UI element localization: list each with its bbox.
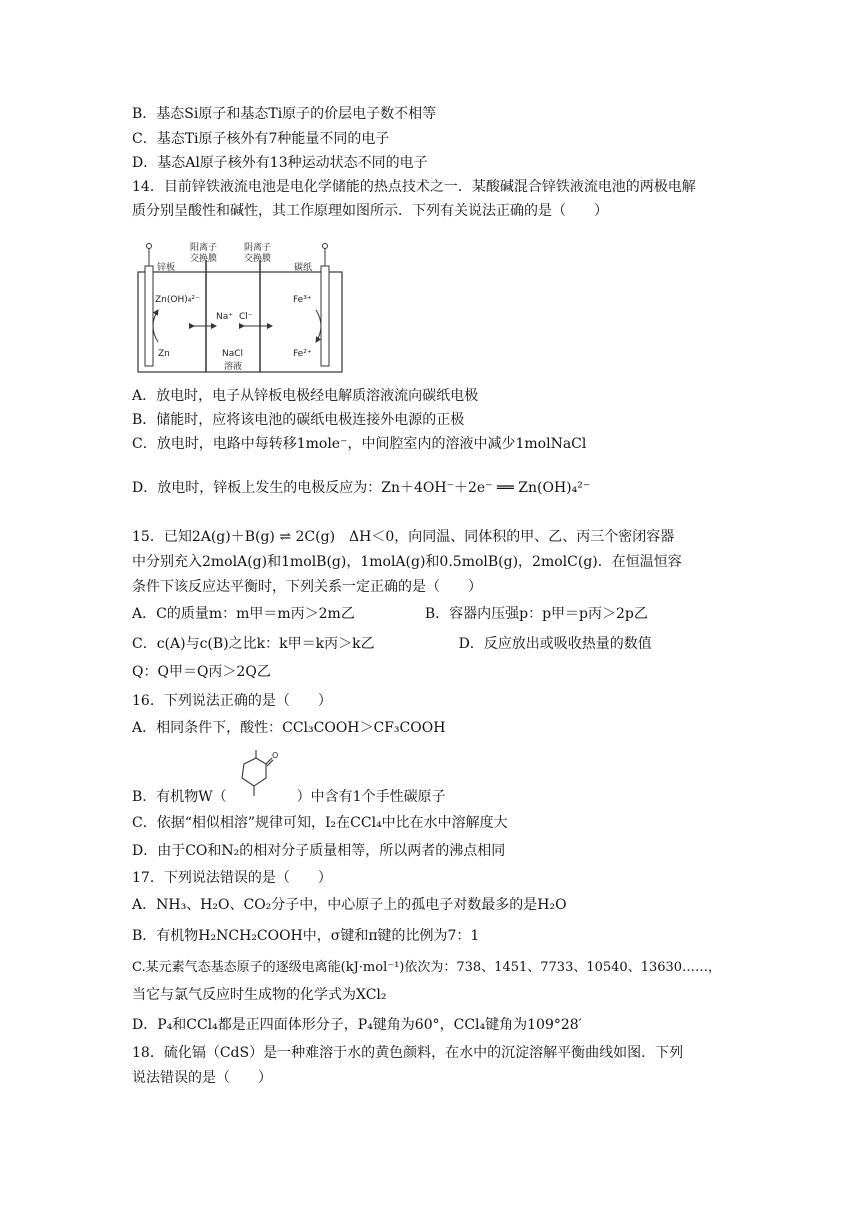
option-a-q14: A．放电时，电子从锌板电极经电解质溶液流向碳纸电极 bbox=[132, 388, 479, 404]
membrane-right-label2: 交换膜 bbox=[244, 254, 272, 264]
oxygen-label: O bbox=[272, 751, 278, 760]
option-d-q16: D．由于CO和N₂的相对分子质量相等，所以两者的沸点相同 bbox=[132, 843, 506, 859]
question-15-stem-cont2: 条件下该反应达平衡时，下列关系一定正确的是（ ） bbox=[132, 579, 482, 595]
zinc-plate-label: 锌板 bbox=[157, 263, 176, 273]
na-ion-label: Na⁺ bbox=[216, 312, 233, 322]
option-c-q16: C．依据“相似相溶”规律可知，I₂在CCl₄中比在水中溶解度大 bbox=[132, 815, 508, 831]
fe2-label: Fe²⁺ bbox=[293, 349, 312, 359]
zinc-electrode bbox=[145, 266, 153, 366]
battery-diagram bbox=[136, 242, 344, 374]
option-c-q13: C．基态Ti原子核外有7种能量不同的电子 bbox=[132, 131, 390, 147]
membrane-left-label2: 交换膜 bbox=[190, 254, 218, 264]
solution-label: 溶液 bbox=[224, 362, 243, 372]
membrane-right-label: 阴离子 bbox=[244, 243, 272, 253]
option-c-q14: C．放电时，电路中每转移1mole⁻，中间腔室内的溶液中减少1molNaCl bbox=[132, 436, 587, 452]
carbon-electrode bbox=[321, 266, 329, 366]
option-b-q14: B．储能时，应将该电池的碳纸电极连接外电源的正极 bbox=[132, 412, 465, 428]
zinc-label: Zn bbox=[158, 349, 170, 359]
cl-ion-label: Cl⁻ bbox=[239, 312, 253, 322]
fe3-label: Fe³⁺ bbox=[293, 295, 312, 305]
question-14-stem-cont: 质分别呈酸性和碱性，其工作原理如图所示．下列有关说法正确的是（ ） bbox=[132, 203, 608, 219]
question-18-stem: 18．硫化镉（CdS）是一种难溶于水的黄色颜料，在水中的沉淀溶解平衡曲线如图．下列 bbox=[132, 1045, 684, 1061]
options-cd-q15: C．c(A)与c(B)之比k：k甲＝k丙＞k乙 D．反应放出或吸收热量的数值 bbox=[132, 636, 652, 652]
option-d-q15-cont: Q：Q甲＝Q丙＞2Q乙 bbox=[132, 664, 271, 680]
question-16-stem: 16．下列说法正确的是（ ） bbox=[132, 693, 332, 709]
option-c-q17-cont: 当它与氯气反应时生成物的化学式为XCl₂ bbox=[132, 987, 387, 1003]
carbon-paper-label: 碳纸 bbox=[294, 263, 313, 273]
zincate-label: Zn(OH)₄²⁻ bbox=[155, 295, 200, 305]
option-b-q13: B．基态Si原子和基态Ti原子的价层电子数不相等 bbox=[132, 106, 437, 122]
question-17-stem: 17．下列说法错误的是（ ） bbox=[132, 870, 332, 886]
option-b-q16: B．有机物W（ ）中含有1个手性碳原子 bbox=[132, 789, 446, 805]
question-15-stem: 15．已知2A(g)＋B(g) ⇌ 2C(g) ΔH＜0，向同温、同体积的甲、乙、丙三个密闭容器 bbox=[132, 529, 675, 545]
question-15-stem-cont: 中分别充入2molA(g)和1molB(g)，1molA(g)和0.5molB(g)，2molC(g)．在恒温恒容 bbox=[132, 554, 682, 570]
option-d-q13: D．基态Al原子核外有13种运动状态不同的电子 bbox=[132, 155, 428, 171]
option-d-q17: D．P₄和CCl₄都是正四面体形分子，P₄键角为60°，CCl₄键角为109°28′ bbox=[132, 1017, 582, 1033]
option-c-q17: C.某元素气态基态原子的逐级电离能(kJ·mol⁻¹)依次为：738、1451、7733、10540、13630……， bbox=[132, 960, 722, 975]
option-d-q14: D．放电时，锌板上发生的电极反应为：Zn＋4OH⁻＋2e⁻ ══ Zn(OH)₄²⁻ bbox=[132, 480, 591, 496]
option-a-q17: A．NH₃、H₂O、CO₂分子中，中心原子上的孤电子对数最多的是H₂O bbox=[132, 897, 567, 913]
membrane-left-label: 阳离子 bbox=[190, 243, 218, 253]
option-a-q16: A．相同条件下，酸性：CCl₃COOH＞CF₃COOH bbox=[132, 720, 446, 736]
options-ab-q15: A．C的质量m：m甲＝m丙＞2m乙 B．容器内压强p：p甲＝p丙＞2p乙 bbox=[132, 606, 648, 622]
nacl-label: NaCl bbox=[222, 349, 244, 359]
question-14-stem: 14．目前锌铁液流电池是电化学储能的热点技术之一．某酸碱混合锌铁液流电池的两极电解 bbox=[132, 179, 696, 195]
question-18-stem-cont: 说法错误的是（ ） bbox=[132, 1070, 272, 1086]
option-b-q17: B．有机物H₂NCH₂COOH中，σ键和π键的比例为7：1 bbox=[132, 928, 480, 944]
